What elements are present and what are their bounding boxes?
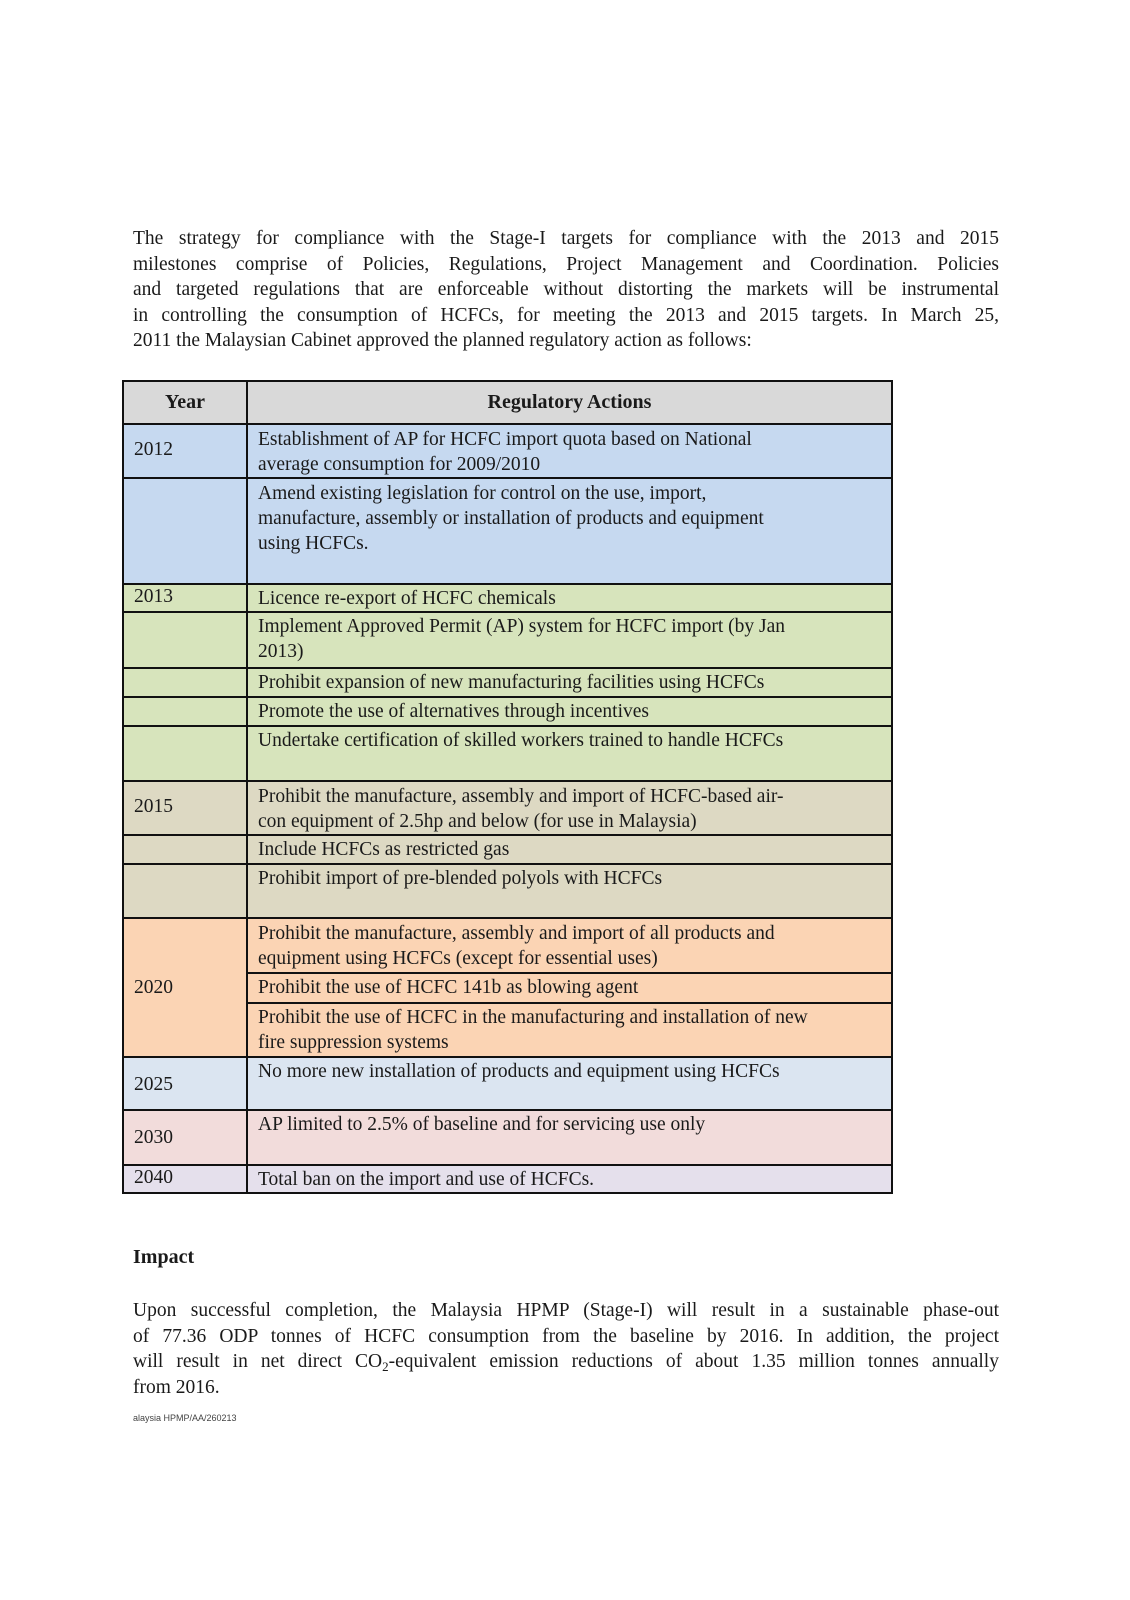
action-cell <box>247 835 892 864</box>
action-text: Undertake certification of skilled workers trained to handle HCFCs <box>258 730 784 751</box>
year-cell <box>123 697 247 726</box>
action-text: Total ban on the import and use of HCFCs. <box>258 1169 595 1190</box>
action-text: Amend existing legislation for control on the use, import, <box>258 483 707 504</box>
intro-line: The strategy for compliance with the Stage-I targets for compliance with the 2013 and 2015 <box>133 228 999 249</box>
action-text: Establishment of AP for HCFC import quota based on National <box>258 429 752 450</box>
action-cell <box>247 1110 892 1165</box>
intro-line: 2011 the Malaysian Cabinet approved the planned regulatory action as follows: <box>133 330 752 352</box>
action-text: Prohibit the use of HCFC in the manufacturing and installation of new <box>258 1007 808 1028</box>
action-text: Prohibit expansion of new manufacturing facilities using HCFCs <box>258 672 765 693</box>
action-cell <box>247 424 892 478</box>
action-text: Prohibit the use of HCFC 141b as blowing agent <box>258 977 639 998</box>
table-row <box>123 781 892 835</box>
table-header-row <box>123 381 892 424</box>
year-cell <box>123 612 247 668</box>
action-text: Include HCFCs as restricted gas <box>258 839 510 860</box>
impact-heading: Impact <box>133 1246 195 1268</box>
action-cell <box>247 918 892 973</box>
action-text: con equipment of 2.5hp and below (for use in Malaysia) <box>258 811 697 832</box>
table-row <box>123 668 892 697</box>
table-row <box>123 864 892 918</box>
action-cell <box>247 478 892 584</box>
impact-line: of 77.36 ODP tonnes of HCFC consumption from the baseline by 2016. In addition, the project <box>133 1325 999 1347</box>
impact-text: will result in net direct CO <box>133 1351 383 1373</box>
action-cell <box>247 668 892 697</box>
year-cell: 2012 <box>123 424 247 478</box>
action-text: fire suppression systems <box>258 1032 449 1053</box>
year-cell <box>123 668 247 697</box>
year-cell: 2030 <box>123 1110 247 1165</box>
table-row <box>123 1057 892 1110</box>
action-text: Licence re-export of HCFC chemicals <box>258 588 556 609</box>
table-row <box>123 1165 892 1193</box>
header-regulatory-actions: Regulatory Actions <box>247 381 892 424</box>
intro-line: and targeted regulations that are enforceable without distorting the markets will be instrumental <box>133 279 999 301</box>
table-row <box>123 697 892 726</box>
action-text: Prohibit import of pre-blended polyols with HCFCs <box>258 868 663 889</box>
action-text: using HCFCs. <box>258 533 369 554</box>
year-cell <box>123 835 247 864</box>
year-cell: 2015 <box>123 781 247 835</box>
action-cell <box>247 697 892 726</box>
table-row <box>123 1110 892 1165</box>
table-row <box>123 726 892 781</box>
intro-paragraph <box>133 226 999 354</box>
impact-paragraph <box>133 1298 999 1400</box>
intro-line: milestones comprise of Policies, Regulations, Project Management and Coordination. Policies <box>133 253 999 275</box>
action-cell <box>247 864 892 918</box>
table-row <box>123 918 892 973</box>
intro-line: in controlling the consumption of HCFCs, for meeting the 2013 and 2015 targets. In March 25, <box>133 304 999 326</box>
action-text: 2013) <box>258 641 304 662</box>
action-text: No more new installation of products and equipment using HCFCs <box>258 1061 780 1082</box>
action-text: Prohibit the manufacture, assembly and import of HCFC-based air- <box>258 786 784 807</box>
action-text: Promote the use of alternatives through incentives <box>258 701 649 722</box>
action-cell <box>247 781 892 835</box>
table-row <box>123 478 892 584</box>
table-row <box>123 835 892 864</box>
action-cell <box>247 1003 892 1057</box>
impact-text: -equivalent emission reductions of about 1.35 million tonnes annually <box>388 1351 999 1373</box>
action-cell <box>247 973 892 1003</box>
action-cell <box>247 612 892 668</box>
year-cell: 2040 <box>123 1165 247 1193</box>
table-row <box>123 584 892 612</box>
co2-subscript: 2 <box>382 1359 389 1375</box>
action-text: Prohibit the manufacture, assembly and import of all products and <box>258 923 775 944</box>
action-cell <box>247 726 892 781</box>
document-reference-footer: alaysia HPMP/AA/260213 <box>133 1413 237 1423</box>
action-cell <box>247 1165 892 1193</box>
table-row <box>123 612 892 668</box>
year-cell: 2020 <box>123 918 247 1057</box>
impact-line: from 2016. <box>133 1376 220 1398</box>
year-cell: 2025 <box>123 1057 247 1110</box>
year-cell <box>123 478 247 584</box>
table-row <box>123 424 892 478</box>
action-cell <box>247 584 892 612</box>
year-cell <box>123 726 247 781</box>
action-text: equipment using HCFCs (except for essential uses) <box>258 948 658 969</box>
regulatory-actions-table <box>122 380 893 1194</box>
header-year: Year <box>123 381 247 424</box>
year-cell <box>123 864 247 918</box>
action-text: average consumption for 2009/2010 <box>258 454 541 475</box>
impact-line: Upon successful completion, the Malaysia HPMP (Stage-I) will result in a sustainable phase-out <box>133 1300 999 1321</box>
action-text: AP limited to 2.5% of baseline and for servicing use only <box>258 1114 706 1135</box>
year-cell: 2013 <box>123 584 247 612</box>
action-cell <box>247 1057 892 1110</box>
action-text: manufacture, assembly or installation of products and equipment <box>258 508 764 529</box>
impact-line <box>133 1349 999 1375</box>
action-text: Implement Approved Permit (AP) system for HCFC import (by Jan <box>258 616 785 637</box>
